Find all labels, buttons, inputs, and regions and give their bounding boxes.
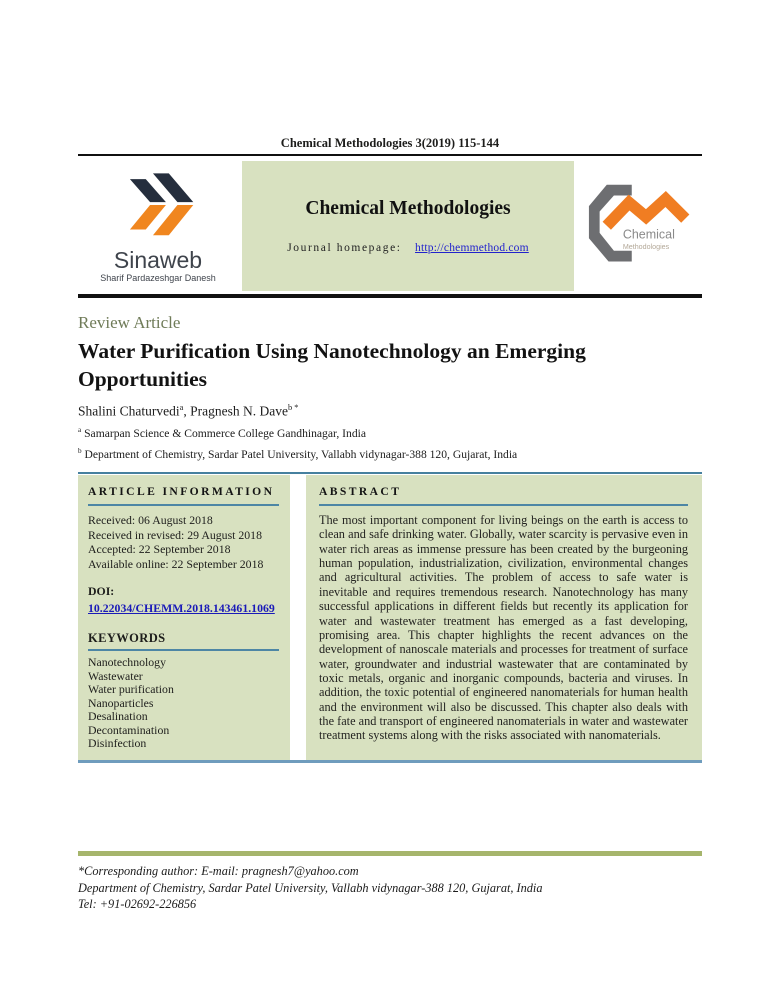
doi-link[interactable]: 10.22034/CHEMM.2018.143461.1069 (88, 601, 275, 616)
affiliation-b-text: Department of Chemistry, Sardar Patel University, Vallabh vidynagar-388 120, Gujarat, India (84, 448, 518, 462)
keywords-heading: KEYWORDS (88, 631, 279, 651)
journal-header-band (78, 161, 702, 291)
journal-citation-header: Chemical Methodologies 3(2019) 115-144 (78, 136, 702, 156)
authors-line (78, 403, 702, 420)
journal-title: Chemical Methodologies (305, 198, 511, 219)
sinaweb-logo (78, 161, 238, 291)
affiliation-b-superscript: b (78, 447, 82, 456)
cm-logo-text-line1: Chemical (622, 226, 675, 241)
article-type-label: Review Article (78, 313, 181, 332)
article-information-heading: ARTICLE INFORMATION (88, 485, 279, 506)
sinaweb-chevrons-icon (110, 169, 206, 246)
author-2: , Pragnesh N. Dave (183, 403, 288, 419)
footnote-department-line: Department of Chemistry, Sardar Patel University, Vallabh vidynagar-388 120, Gujarat, India (78, 880, 543, 895)
keyword-item: Disinfection (88, 735, 147, 750)
affiliation-a (78, 426, 702, 440)
cm-monogram-icon (580, 176, 696, 277)
article-information-panel (78, 475, 290, 760)
chemical-methodologies-logo (574, 161, 702, 291)
header-divider-rule (78, 294, 702, 298)
affiliation-a-text: Samarpan Science & Commerce College Gandhinagar, India (84, 427, 366, 441)
journal-homepage-line (287, 242, 529, 254)
date-accepted: Accepted: 22 September 2018 (88, 542, 231, 557)
abstract-heading: ABSTRACT (319, 485, 688, 506)
abstract-panel (306, 475, 702, 760)
keyword-item: Nanotechnology (88, 655, 166, 670)
date-available-online: Available online: 22 September 2018 (88, 556, 264, 571)
author-2-superscript: b * (287, 402, 299, 412)
article-title: Water Purification Using Nanotechnology an Emerging Opportunities (78, 339, 586, 391)
homepage-label: Journal homepage: (287, 242, 402, 254)
sinaweb-wordmark: Sinaweb (113, 247, 203, 274)
cm-logo-text-line2: Methodologies (622, 242, 670, 251)
affiliation-b (78, 447, 702, 461)
article-info-abstract-block (78, 472, 702, 763)
doi-label: DOI: (88, 584, 115, 599)
keyword-item: Nanoparticles (88, 695, 154, 710)
journal-title-panel (242, 161, 574, 291)
keyword-item: Decontamination (88, 722, 170, 737)
abstract-text: The most important component for living beings on the earth is access to clean and safe drinking water. Globally, water scarcity is pervasive even in water rich areas as immense pressure has been created by the burgeoning human population, industrialization, civilization, environmental changes and agricultural activities. The problem of access to safe water is inevitable and requires tremendous research. Nanotechnology has many successful applications in different fields but recently its application for water and wastewater treatment has emerged as a fast developing, promising area. This chapter highlights the recent advances on the development of nanoscale materials and processes for treatment of surface water, groundwater and industrial wastewater that are contaminated by toxic metals, organic and inorganic compounds, bacteria and viruses. In addition, the toxic potential of engineered nanomaterials for human health and the environment will also be discussed. This chapter also deals with the fate and transport of engineered nanomaterials in water and wastewater treatment systems along with the risks associated with nanomaterials. (319, 513, 688, 743)
corresponding-author-footnote (78, 851, 702, 912)
date-received: Received: 06 August 2018 (88, 513, 213, 528)
keyword-item: Wastewater (88, 668, 143, 683)
author-1-superscript: a (179, 402, 184, 412)
keyword-item: Water purification (88, 682, 174, 697)
footnote-tel-line: Tel: +91-02692-226856 (78, 897, 197, 912)
homepage-link[interactable]: http://chemmethod.com (415, 242, 529, 254)
date-revised: Received in revised: 29 August 2018 (88, 527, 262, 542)
footnote-email-line: *Corresponding author: E-mail: pragnesh7@yahoo.com (78, 864, 359, 879)
affiliation-a-superscript: a (78, 426, 82, 435)
keyword-item: Desalination (88, 709, 148, 724)
author-1: Shalini Chaturvedi (78, 403, 180, 419)
sinaweb-tagline: Sharif Pardazeshgar Danesh (100, 272, 216, 283)
